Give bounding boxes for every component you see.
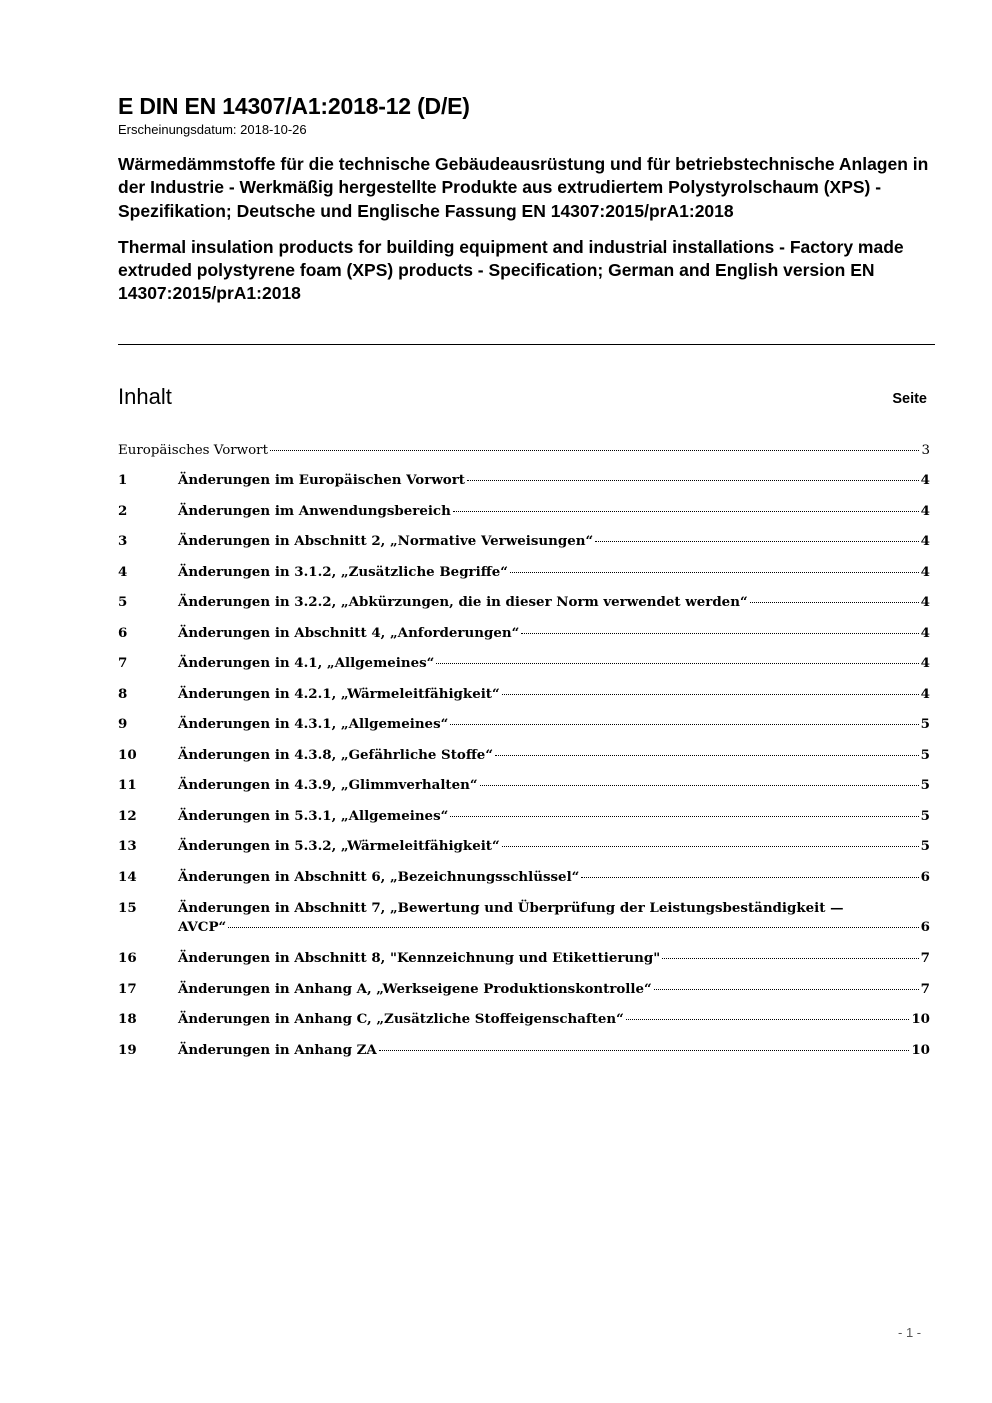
document-header: [118, 93, 935, 306]
toc-leader-dots: [510, 572, 919, 573]
toc-entry-foreword[interactable]: [118, 441, 930, 460]
toc-entry-text: Änderungen in Abschnitt 6, „Bezeichnungsschlüssel“: [178, 869, 580, 885]
toc-entry-number: 4: [118, 564, 128, 580]
toc-entry-page: 4: [920, 686, 930, 702]
toc-entry-page: 4: [920, 655, 930, 671]
toc-entry-page: 4: [920, 625, 930, 641]
toc-entry-number: 17: [118, 981, 137, 997]
toc-entry-page: 6: [920, 869, 930, 885]
toc-leader-dots: [270, 450, 920, 451]
toc-entry-text: Änderungen im Europäischen Vorwort: [178, 472, 465, 488]
toc-entry-page: 5: [920, 808, 930, 824]
toc-leader-dots: [453, 511, 919, 512]
toc-leader-dots: [467, 480, 919, 481]
document-id: E DIN EN 14307/A1:2018-12 (D/E): [118, 93, 470, 119]
toc-entry-page: 3: [921, 443, 930, 458]
toc-entry-text: Änderungen in 3.2.2, „Abkürzungen, die in dieser Norm verwendet werden“: [178, 594, 748, 610]
toc-leader-dots: [581, 877, 918, 878]
toc-leader-dots: [626, 1019, 910, 1020]
toc-entry-number: 14: [118, 869, 137, 885]
toc-entry-number: 2: [118, 503, 128, 519]
toc-leader-dots: [595, 541, 918, 542]
toc-entry-page: 4: [920, 503, 930, 519]
page-number: - 1 -: [898, 1325, 922, 1340]
toc-leader-dots: [750, 602, 919, 603]
toc-entry-text: Änderungen in Anhang C, „Zusätzliche Stoffeigenschaften“: [178, 1011, 624, 1027]
toc-entry-text: Änderungen in Anhang ZA: [178, 1042, 377, 1058]
toc-entry-number: 10: [118, 747, 137, 763]
toc-entry-text: Änderungen in 5.3.1, „Allgemeines“: [178, 808, 449, 824]
toc-header: [118, 383, 927, 411]
toc-entry-text: Änderungen im Anwendungsbereich: [178, 503, 451, 519]
toc-entry-page: 10: [911, 1011, 930, 1027]
toc-entry-page: 5: [920, 777, 930, 793]
toc-entry-page: 5: [920, 838, 930, 854]
toc-entry-number: 9: [118, 716, 128, 732]
toc-entry-number: 19: [118, 1042, 137, 1058]
toc-entry-number: 15: [118, 900, 137, 916]
toc-entry-page: 4: [920, 564, 930, 580]
toc-entry-page: 4: [920, 533, 930, 549]
toc-entry-number: 8: [118, 686, 128, 702]
header-divider: [118, 344, 935, 345]
toc-page-label: Seite: [892, 391, 927, 407]
toc-entry-number: 16: [118, 950, 137, 966]
title-english: Thermal insulation products for building equipment and industrial installations - Factory made extruded polystyrene foam (XPS) products - Specification; German and English version EN 14307:2015/prA1:2018: [118, 236, 904, 304]
toc-entry-text: Änderungen in Abschnitt 4, „Anforderungen“: [178, 625, 520, 641]
toc-entry-page: 5: [920, 747, 930, 763]
toc-leader-dots: [502, 846, 919, 847]
toc-entry-text: AVCP“: [178, 919, 227, 935]
toc-leader-dots: [436, 663, 918, 664]
toc-entry-number: 11: [118, 777, 137, 793]
toc-leader-dots: [521, 633, 918, 634]
toc-entry-number: 1: [118, 472, 128, 488]
toc-leader-dots: [480, 785, 919, 786]
toc-entry-text: Änderungen in 4.3.1, „Allgemeines“: [178, 716, 449, 732]
toc-entry-page: 5: [920, 716, 930, 732]
toc-entry-page: 4: [920, 472, 930, 488]
toc-entry-page: 10: [911, 1042, 930, 1058]
toc-entry-number: 7: [118, 655, 128, 671]
toc-heading: Inhalt: [118, 384, 172, 409]
toc-entry-text: Änderungen in Abschnitt 8, "Kennzeichnung und Etikettierung": [178, 950, 661, 966]
toc-entry-text-line1: Änderungen in Abschnitt 7, „Bewertung und Überprüfung der Leistungsbeständigkeit —: [178, 900, 844, 916]
toc-entry-text: Änderungen in 5.3.2, „Wärmeleitfähigkeit“: [178, 838, 500, 854]
toc-leader-dots: [450, 724, 918, 725]
toc-leader-dots: [502, 694, 919, 695]
toc-entry-text: Änderungen in 4.3.8, „Gefährliche Stoffe“: [178, 747, 494, 763]
toc-leader-dots: [495, 755, 919, 756]
title-german: Wärmedämmstoffe für die technische Gebäudeausrüstung und für betriebstechnische Anlagen in der Industrie - Werkmäßig hergestellte Produkte aus extrudiertem Polystyrolschaum (XPS) - Spezifikation; Deutsche und Englische Fassung EN 14307:2015/prA1:2018: [118, 154, 929, 221]
toc-entry-number: 5: [118, 594, 128, 610]
toc-leader-dots: [662, 958, 918, 959]
toc-entry-text: Änderungen in 4.3.9, „Glimmverhalten“: [178, 777, 478, 793]
toc-leader-dots: [228, 927, 918, 928]
toc-entry-text: Änderungen in Anhang A, „Werkseigene Produktionskontrolle“: [178, 981, 652, 997]
toc-leader-dots: [654, 989, 919, 990]
toc-entry-page: 7: [920, 981, 930, 997]
publication-date: Erscheinungsdatum: 2018-10-26: [118, 122, 307, 137]
toc-leader-dots: [450, 816, 918, 817]
toc-entry-number: 3: [118, 533, 128, 549]
toc-entry-page: 6: [920, 919, 930, 935]
toc-entry-number: 12: [118, 808, 137, 824]
toc-leader-dots: [379, 1050, 910, 1051]
toc-entry-text: Änderungen in Abschnitt 2, „Normative Verweisungen“: [178, 533, 594, 549]
toc-entry-page: 4: [920, 594, 930, 610]
toc-entry-text: Änderungen in 4.2.1, „Wärmeleitfähigkeit“: [178, 686, 500, 702]
toc-entry-number: 6: [118, 625, 128, 641]
toc-entry-number: 13: [118, 838, 137, 854]
toc-entry-number: 18: [118, 1011, 137, 1027]
toc-entry-text: Änderungen in 3.1.2, „Zusätzliche Begriffe“: [178, 564, 508, 580]
toc-entry-text: Europäisches Vorwort: [118, 443, 268, 458]
toc-entry-text: Änderungen in 4.1, „Allgemeines“: [178, 655, 435, 671]
toc-entry-page: 7: [920, 950, 930, 966]
